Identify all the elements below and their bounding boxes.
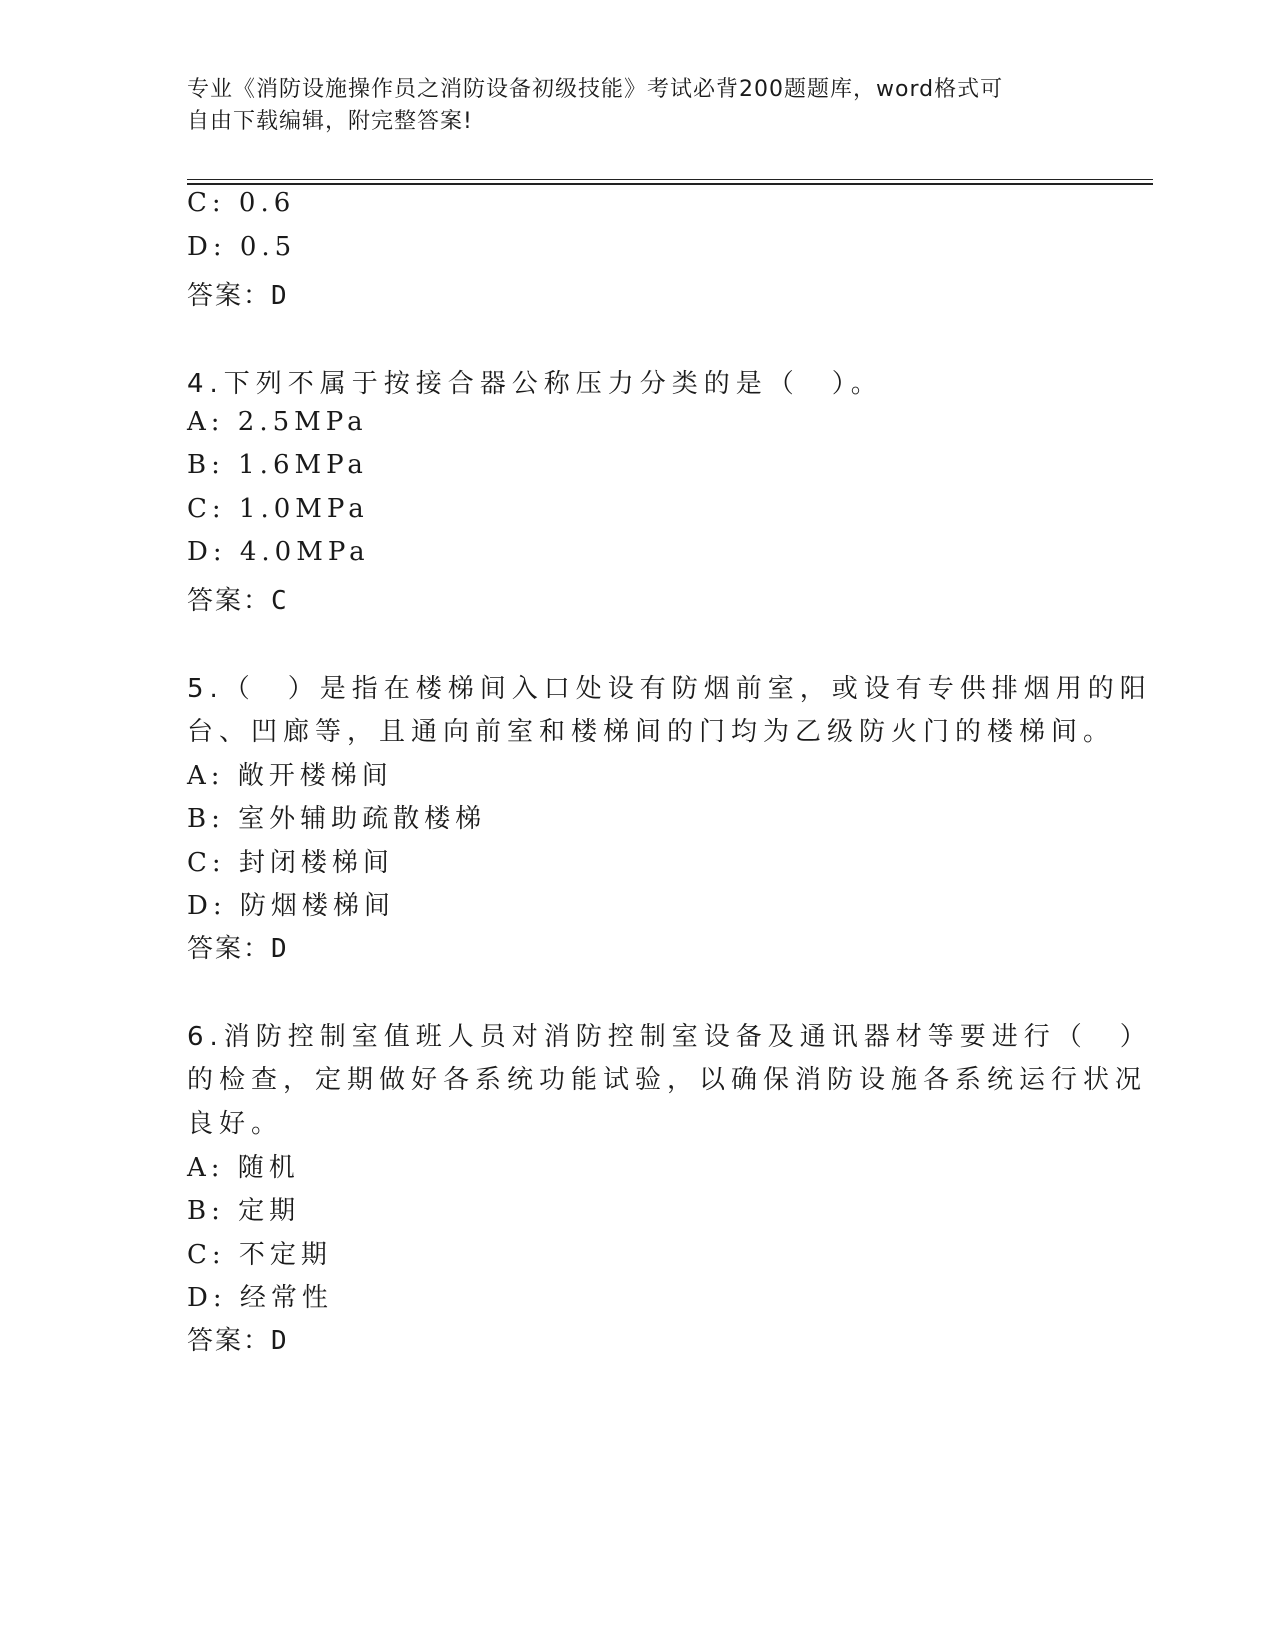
answer-value: D	[271, 934, 289, 964]
question-4-answer	[187, 580, 289, 617]
option-c: C: 0.6	[187, 188, 296, 218]
question-6-option-d: D: 经常性	[187, 1283, 333, 1313]
answer-label: 答案：	[187, 1326, 272, 1356]
question-6-option-c: C: 不定期	[187, 1240, 332, 1270]
question-5-option-d: D: 防烟楼梯间	[187, 891, 395, 921]
header-divider-thick	[187, 183, 1153, 185]
question-4-stem-line-1: 4.下列不属于按接合器公称压力分类的是（ ）。	[187, 369, 883, 399]
question-6-stem-line-3: 良好。	[187, 1109, 284, 1139]
question-6-stem-line-1: 6.消防控制室值班人员对消防控制室设备及通讯器材等要进行（ ）	[187, 1022, 1152, 1052]
header-line-1: 专业《消防设施操作员之消防设备初级技能》考试必背200题题库，word格式可	[187, 77, 1004, 102]
answer-label: 答案：	[187, 934, 272, 964]
question-5-option-b: B: 室外辅助疏散楼梯	[187, 804, 487, 834]
answer-value: D	[271, 281, 289, 311]
question-4-option-c: C: 1.0MPa	[187, 494, 369, 524]
answer-value: D	[271, 1326, 289, 1356]
question-4-option-d: D: 4.0MPa	[187, 537, 370, 567]
option-d: D: 0.5	[187, 232, 297, 262]
question-5-stem-line-2: 台、凹廊等，且通向前室和楼梯间的门均为乙级防火门的楼梯间。	[187, 717, 1116, 747]
answer-label: 答案：	[187, 586, 272, 616]
header-line-2: 自由下载编辑，附完整答案!	[187, 109, 473, 134]
question-5-answer	[187, 928, 289, 965]
document-header	[187, 74, 1087, 138]
question-4-option-a: A: 2.5MPa	[187, 407, 368, 437]
question-6-option-a: A: 随机	[187, 1153, 300, 1183]
question-4-option-b: B: 1.6MPa	[187, 450, 368, 480]
question-6-answer	[187, 1320, 289, 1357]
question-5-option-a: A: 敞开楼梯间	[187, 761, 393, 791]
question-5-option-c: C: 封闭楼梯间	[187, 848, 394, 878]
answer-value: C	[271, 586, 289, 616]
header-divider-thin	[187, 179, 1153, 180]
question-5-stem-line-1: 5.（ ）是指在楼梯间入口处设有防烟前室，或设有专供排烟用的阳	[187, 674, 1152, 704]
answer-label: 答案：	[187, 281, 272, 311]
question-6-option-b: B: 定期	[187, 1196, 301, 1226]
answer-line	[187, 275, 289, 312]
question-6-stem-line-2: 的检查，定期做好各系统功能试验，以确保消防设施各系统运行状况	[187, 1065, 1148, 1095]
